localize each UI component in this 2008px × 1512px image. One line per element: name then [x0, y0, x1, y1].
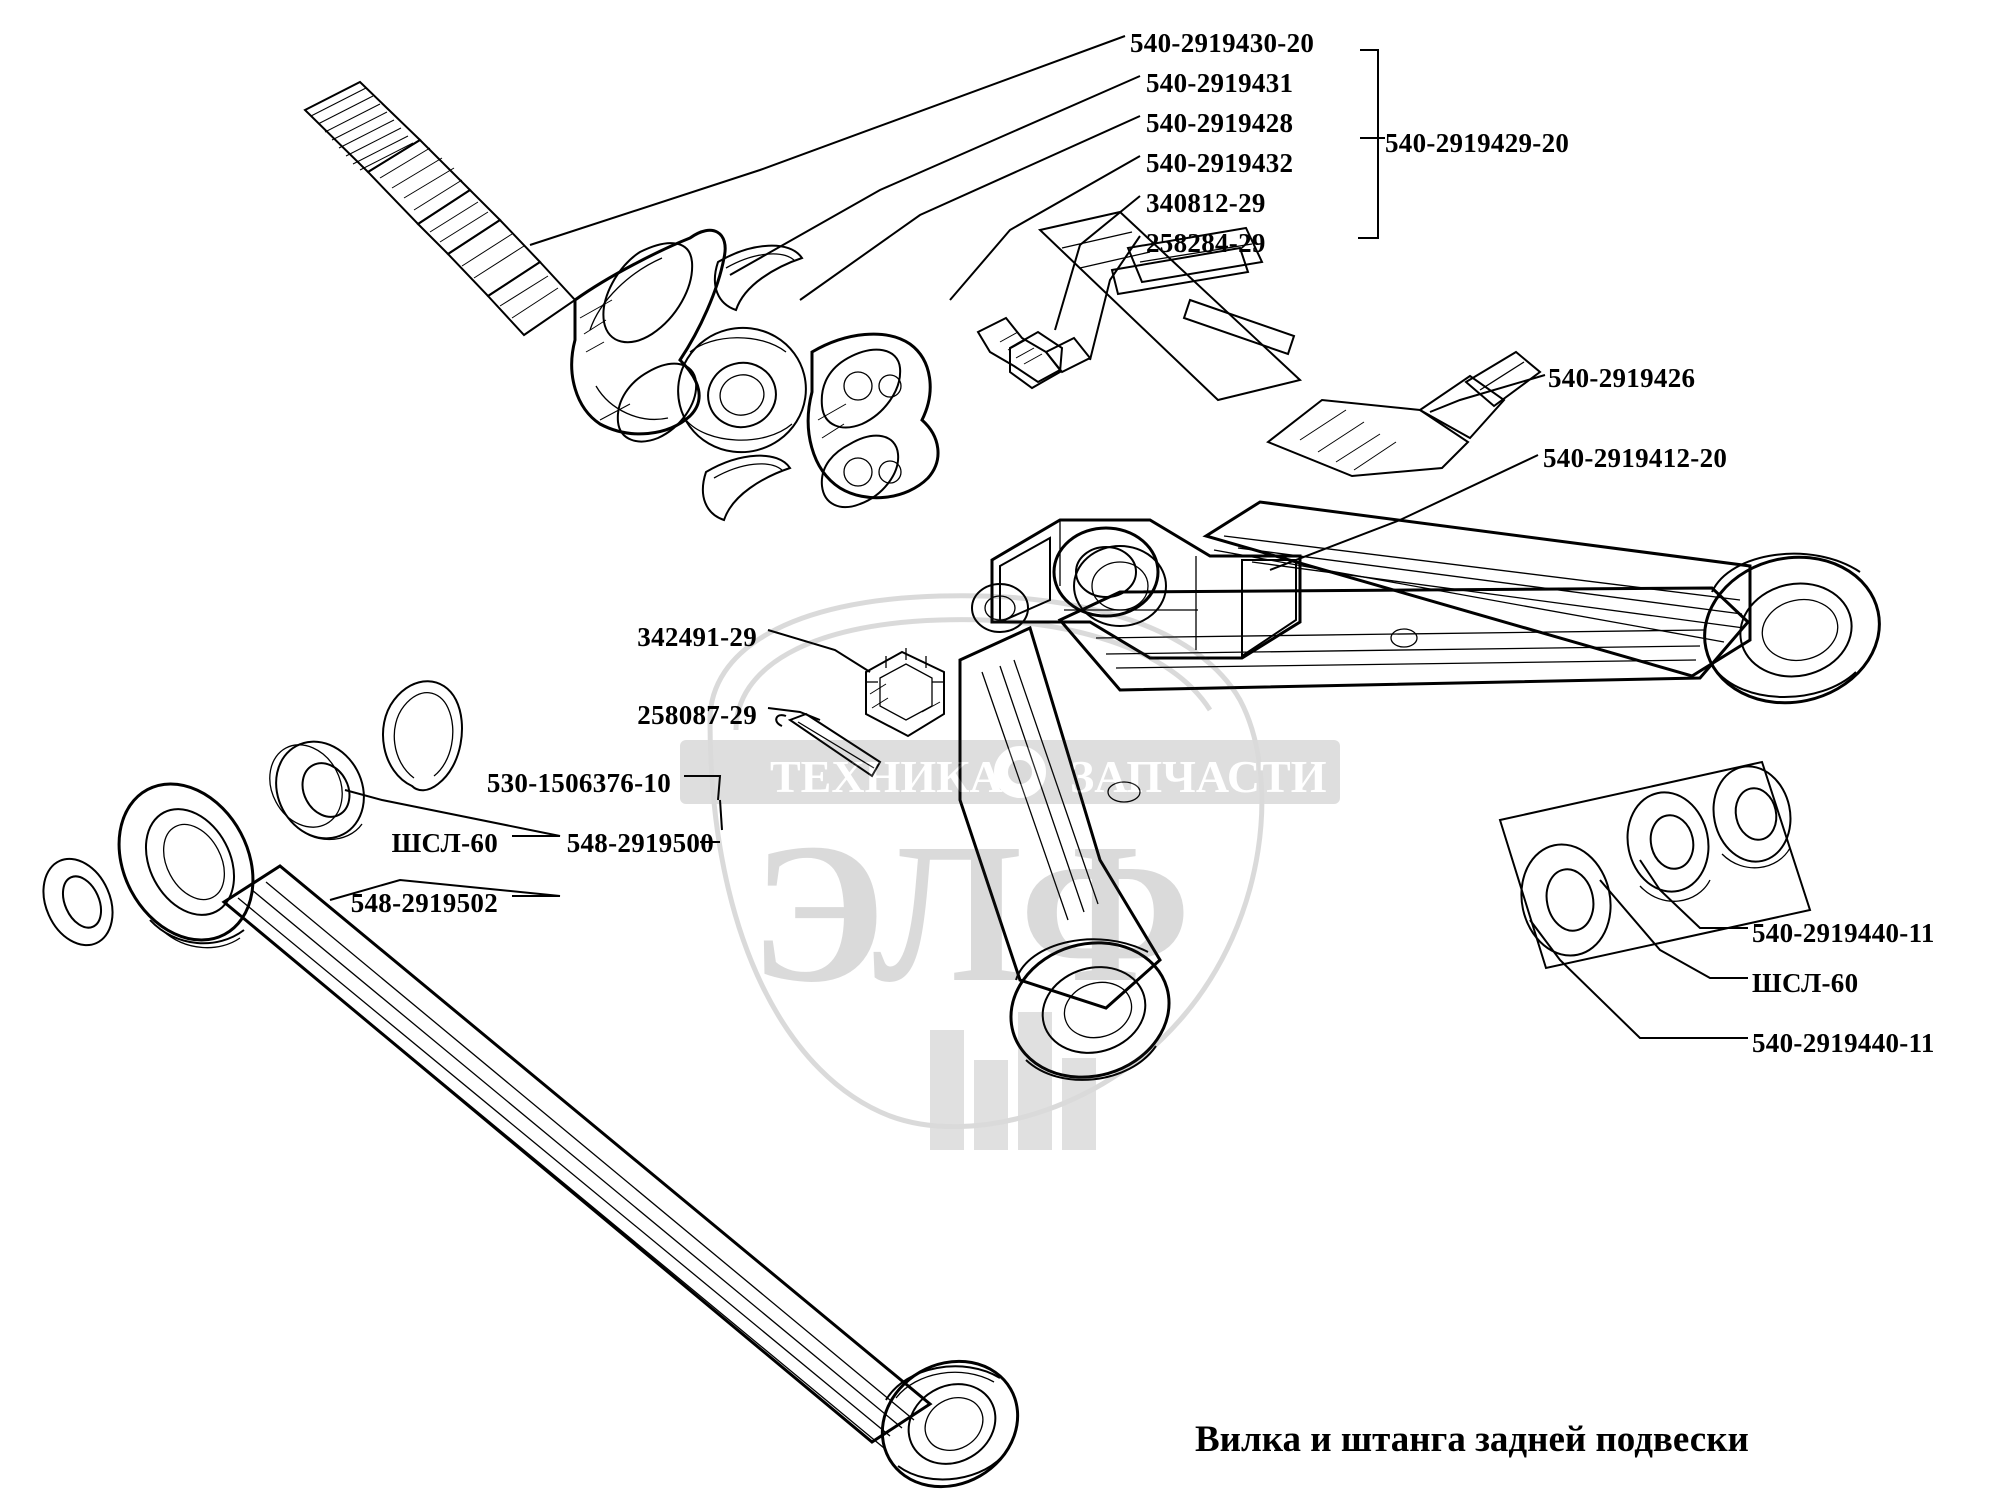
callout-label: 540-2919440-11: [1752, 1028, 1935, 1058]
callout-label: 258087-29: [637, 700, 757, 730]
castle-nut-and-pin: [776, 648, 944, 776]
suspension-rod: [30, 681, 1040, 1511]
callout-label: ШСЛ-60: [391, 828, 498, 858]
callout-label: 340812-29: [1146, 188, 1266, 218]
svg-text:ЭЛФ: ЭЛФ: [750, 803, 1192, 1024]
svg-text:ЗАПЧАСТИ: ЗАПЧАСТИ: [1070, 751, 1327, 802]
callout-label: 258284-29: [1146, 228, 1266, 258]
callout-label: 540-2919430-20: [1130, 28, 1315, 58]
leader-lines: [330, 36, 1748, 1038]
callout-label: ШСЛ-60: [1752, 968, 1859, 998]
callout-label: 540-2919440-11: [1752, 918, 1935, 948]
callout-label: 342491-29: [637, 622, 757, 652]
callout-label: 540-2919431: [1146, 68, 1294, 98]
callout-label: 540-2919412-20: [1543, 443, 1728, 473]
callout-label: 540-2919432: [1146, 148, 1294, 178]
watermark: [640, 560, 1380, 1180]
callout-label: 548-2919500: [566, 828, 714, 858]
callout-label: 548-2919502: [350, 888, 498, 918]
diagram-title: Вилка и штанга задней подвески: [1195, 1419, 1749, 1460]
callout-label-group: 540-2919429-20: [1385, 128, 1570, 158]
callout-label: 540-2919428: [1146, 108, 1294, 138]
svg-text:ТЕХНИКА: ТЕХНИКА: [770, 751, 1003, 802]
callout-label: 530-1506376-10: [486, 768, 671, 798]
callout-label: 540-2919426: [1548, 363, 1696, 393]
